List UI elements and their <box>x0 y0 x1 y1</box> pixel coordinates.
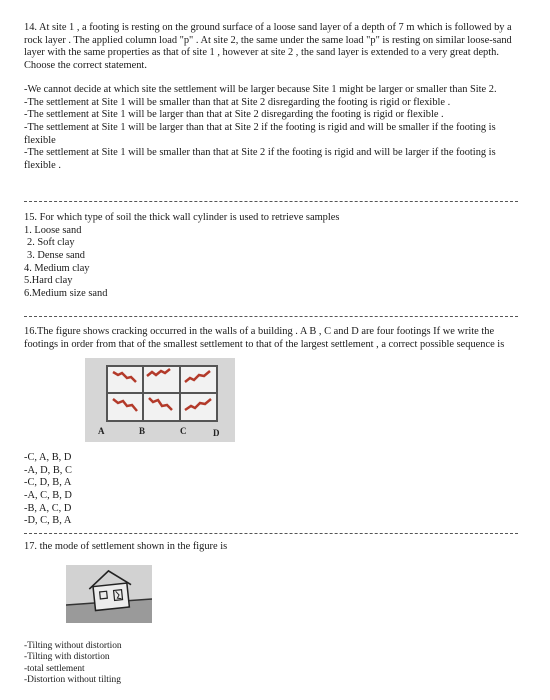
question-16-option-6: -D, C, B, A <box>24 515 72 527</box>
question-14-stem: 14. At site 1 , a footing is resting on the ground surface of a loose sand layer of a depth of 7 m which is followed by a rock layer . The applied column load "p" . At site 2, the same under the same load "p" is resting on similar loose-sand layer with the same properties as that of site 1 , however at site 2 , the sand layer is extended to a very great depth. Choose the correct statement. <box>24 22 512 72</box>
question-15-option-5: 5.Hard clay <box>24 275 73 287</box>
question-16-options <box>24 452 524 528</box>
question-14-option-5: -The settlement at Site 1 will be smaller than that at Site 2 if the footing is rigid and will be larger if the footing is flexible . <box>24 147 496 172</box>
question-14-option-2: -The settlement at Site 1 will be smaller than that at Site 2 disregarding the footing is rigid or flexible . <box>24 96 451 108</box>
question-17-options <box>24 641 524 687</box>
question-16-option-2: -A, D, B, C <box>24 464 72 476</box>
footing-label-a: A <box>98 426 105 436</box>
question-17 <box>24 541 524 554</box>
question-17-stem: 17. the mode of settlement shown in the figure is <box>24 541 228 552</box>
question-16 <box>24 326 524 351</box>
question-16-option-3: -C, D, B, A <box>24 477 72 489</box>
question-17-option-3: -total settlement <box>24 663 85 674</box>
question-15-option-2: 2. Soft clay <box>27 237 75 249</box>
question-17-option-4: -Distortion without tilting <box>24 675 121 686</box>
tilted-house-diagram <box>66 565 152 623</box>
question-15-option-4: 4. Medium clay <box>24 262 90 274</box>
question-16-option-1: -C, A, B, D <box>24 452 72 463</box>
question-14-option-1: -We cannot decide at which site the settlement will be larger because Site 1 might be larger or smaller than Site 2. <box>24 84 497 95</box>
question-17-option-2: -Tilting with distortion <box>24 652 110 663</box>
building-crack-diagram <box>85 358 235 442</box>
divider <box>24 533 518 534</box>
building-crack-figure <box>85 358 235 442</box>
question-15-stem: 15. For which type of soil the thick wall cylinder is used to retrieve samples <box>24 212 340 223</box>
footing-label-d: D <box>213 428 220 438</box>
footing-label-c: C <box>180 426 187 436</box>
question-15 <box>24 212 524 301</box>
question-14-option-4: -The settlement at Site 1 will be larger than that at Site 2 if the footing is rigid and will be smaller if the footing is flexible <box>24 122 496 146</box>
question-16-option-4: -A, C, B, D <box>24 490 72 502</box>
question-16-option-5: -B, A, C, D <box>24 502 72 514</box>
question-14-option-3: -The settlement at Site 1 will be larger than that at Site 2 disregarding the footing is rigid or flexible . <box>24 109 444 121</box>
question-15-option-3: 3. Dense sand <box>27 250 86 262</box>
question-15-option-6: 6.Medium size sand <box>24 288 108 300</box>
question-16-stem: 16.The figure shows cracking occurred in the walls of a building . A B , C and D are four footings If we write the footings in order from that of the smallest settlement to that of the largest settlement , a correct possible sequence is <box>24 326 505 350</box>
question-14-options <box>24 84 524 173</box>
divider <box>24 316 518 317</box>
question-17-option-1: -Tilting without distortion <box>24 641 122 651</box>
footing-label-b: B <box>139 426 146 436</box>
question-14 <box>24 22 524 73</box>
divider <box>24 201 518 202</box>
tilted-house-figure <box>66 565 152 623</box>
question-15-option-1: 1. Loose sand <box>24 224 82 236</box>
